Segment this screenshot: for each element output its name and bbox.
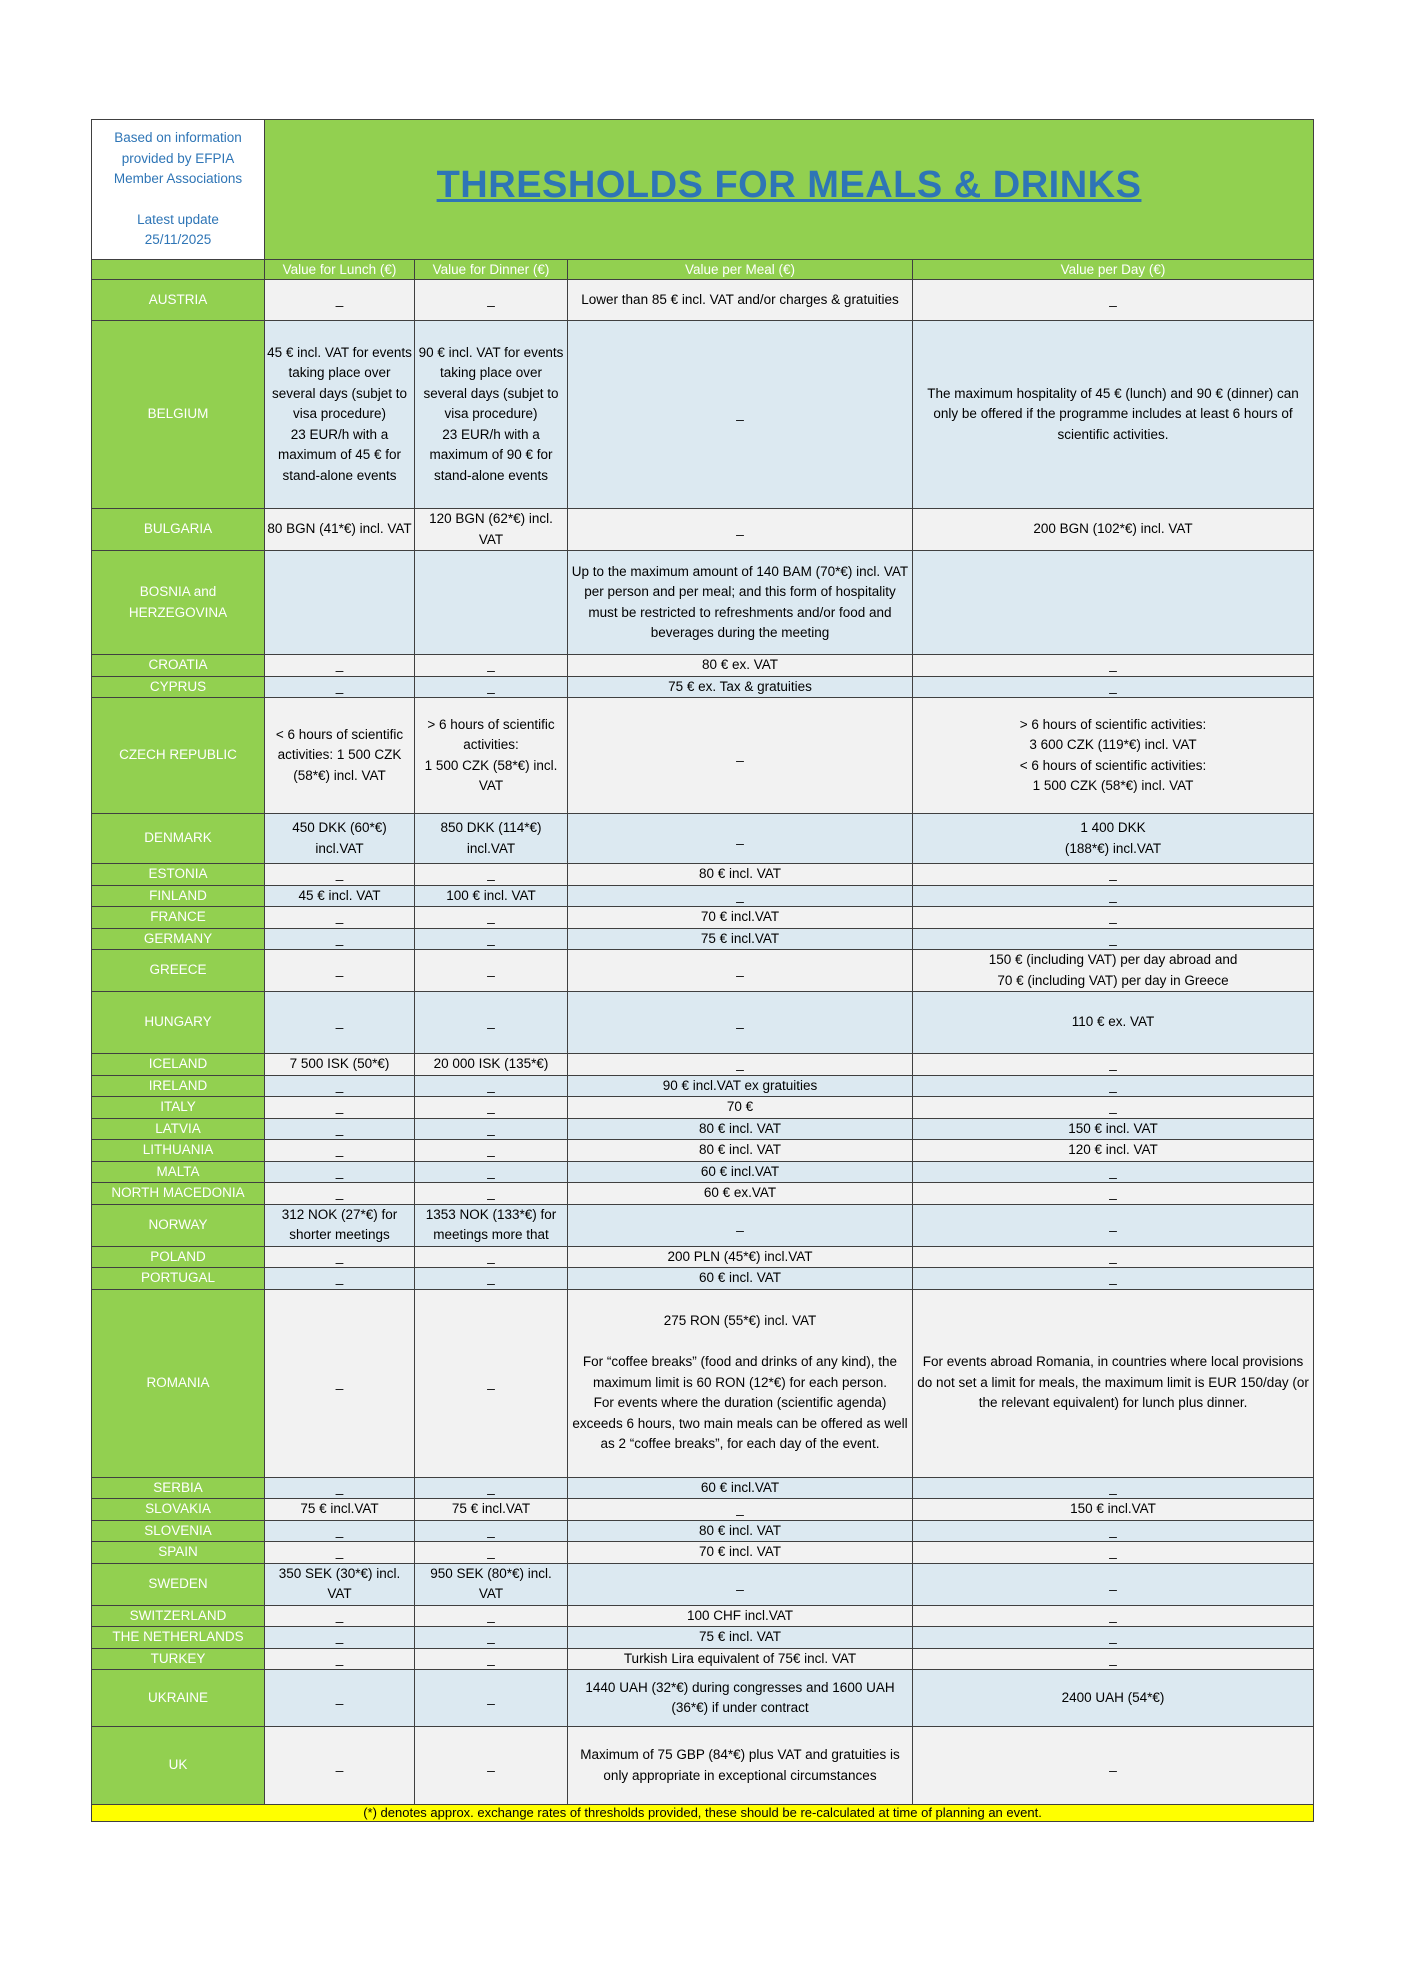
day-cell: The maximum hospitality of 45 € (lunch) and 90 € (dinner) can only be offered if the programme includes at least 6 hours of scientific activities. <box>913 321 1314 509</box>
day-cell: _ <box>913 1477 1314 1499</box>
day-cell: _ <box>913 655 1314 677</box>
day-cell: _ <box>913 885 1314 907</box>
dinner-cell: _ <box>415 1477 568 1499</box>
meal-cell: _ <box>568 950 913 992</box>
day-cell: _ <box>913 864 1314 886</box>
day-cell: _ <box>913 1268 1314 1290</box>
lunch-cell: _ <box>265 1477 415 1499</box>
day-cell: 150 € incl.VAT <box>913 1499 1314 1521</box>
country-cell: THE NETHERLANDS <box>92 1627 265 1649</box>
meal-cell: 80 € incl. VAT <box>568 864 913 886</box>
meal-cell: 80 € incl. VAT <box>568 1140 913 1162</box>
lunch-cell: _ <box>265 1605 415 1627</box>
country-cell: SPAIN <box>92 1542 265 1564</box>
lunch-cell: 450 DKK (60*€) incl.VAT <box>265 814 415 864</box>
day-cell <box>913 551 1314 655</box>
info-cell <box>92 120 265 260</box>
table-row <box>92 1140 1314 1162</box>
table-row <box>92 1520 1314 1542</box>
dinner-cell: _ <box>415 1183 568 1205</box>
table-row <box>92 655 1314 677</box>
lunch-cell: _ <box>265 864 415 886</box>
meal-cell: 60 € incl.VAT <box>568 1477 913 1499</box>
meal-cell: _ <box>568 814 913 864</box>
lunch-cell: _ <box>265 1075 415 1097</box>
table-row <box>92 950 1314 992</box>
country-cell: SWEDEN <box>92 1563 265 1605</box>
table-row <box>92 907 1314 929</box>
info-line: provided by EFPIA <box>121 150 235 166</box>
dinner-cell: _ <box>415 1648 568 1670</box>
country-cell: CYPRUS <box>92 676 265 698</box>
country-cell: NORWAY <box>92 1204 265 1246</box>
country-cell: LATVIA <box>92 1118 265 1140</box>
table-row <box>92 1627 1314 1649</box>
footer-row <box>92 1805 1314 1822</box>
day-cell: For events abroad Romania, in countries where local provisions do not set a limit for meals, the maximum limit is EUR 150/day (or the relevant equivalent) for lunch plus dinner. <box>913 1289 1314 1477</box>
dinner-cell: _ <box>415 1727 568 1805</box>
table-row <box>92 280 1314 321</box>
meal-cell: Maximum of 75 GBP (84*€) plus VAT and gratuities is only appropriate in exceptional circumstances <box>568 1727 913 1805</box>
page-title: THRESHOLDS FOR MEALS & DRINKS <box>436 164 1142 207</box>
day-cell: _ <box>913 907 1314 929</box>
table-row <box>92 1246 1314 1268</box>
lunch-cell: _ <box>265 1118 415 1140</box>
meal-cell: 90 € incl.VAT ex gratuities <box>568 1075 913 1097</box>
dinner-cell: _ <box>415 1075 568 1097</box>
table-row <box>92 1563 1314 1605</box>
day-cell: _ <box>913 1648 1314 1670</box>
exchange-rate-note: (*) denotes approx. exchange rates of thresholds provided, these should be re-calculated at time of planning an event. <box>92 1805 1314 1822</box>
table-row <box>92 321 1314 509</box>
country-cell: NORTH MACEDONIA <box>92 1183 265 1205</box>
day-cell: _ <box>913 1246 1314 1268</box>
table-row <box>92 1118 1314 1140</box>
title-row <box>92 120 1314 260</box>
meal-cell: 200 PLN (45*€) incl.VAT <box>568 1246 913 1268</box>
lunch-cell: 350 SEK (30*€) incl. VAT <box>265 1563 415 1605</box>
day-cell: _ <box>913 1161 1314 1183</box>
day-cell: _ <box>913 1627 1314 1649</box>
day-cell: > 6 hours of scientific activities: 3 600 CZK (119*€) incl. VAT < 6 hours of scientific activities: 1 500 CZK (58*€) incl. VAT <box>913 698 1314 814</box>
lunch-cell: < 6 hours of scientific activities: 1 500 CZK (58*€) incl. VAT <box>265 698 415 814</box>
day-cell: _ <box>913 1097 1314 1119</box>
latest-update-date: 25/11/2025 <box>144 232 212 248</box>
thresholds-table <box>91 119 1314 1822</box>
header-day: Value per Day (€) <box>913 260 1314 280</box>
table-row <box>92 676 1314 698</box>
table-row <box>92 1648 1314 1670</box>
country-cell: LITHUANIA <box>92 1140 265 1162</box>
table-row <box>92 992 1314 1054</box>
dinner-cell: _ <box>415 1670 568 1727</box>
dinner-cell: 120 BGN (62*€) incl. VAT <box>415 509 568 551</box>
dinner-cell: 90 € incl. VAT for events taking place over several days (subjet to visa procedure) 23 EUR/h with a maximum of 90 € for stand-alone events <box>415 321 568 509</box>
meal-cell: _ <box>568 1563 913 1605</box>
lunch-cell: _ <box>265 1670 415 1727</box>
table-row <box>92 1670 1314 1727</box>
country-cell: PORTUGAL <box>92 1268 265 1290</box>
country-cell: TURKEY <box>92 1648 265 1670</box>
table-row <box>92 1161 1314 1183</box>
day-cell: 1 400 DKK (188*€) incl.VAT <box>913 814 1314 864</box>
day-cell: 150 € incl. VAT <box>913 1118 1314 1140</box>
country-cell: BULGARIA <box>92 509 265 551</box>
lunch-cell: _ <box>265 1627 415 1649</box>
lunch-cell: _ <box>265 907 415 929</box>
dinner-cell <box>415 551 568 655</box>
lunch-cell: _ <box>265 950 415 992</box>
lunch-cell: _ <box>265 992 415 1054</box>
lunch-cell: 80 BGN (41*€) incl. VAT <box>265 509 415 551</box>
lunch-cell: _ <box>265 1727 415 1805</box>
day-cell: _ <box>913 1204 1314 1246</box>
country-cell: FRANCE <box>92 907 265 929</box>
lunch-cell: _ <box>265 1648 415 1670</box>
dinner-cell: _ <box>415 1118 568 1140</box>
table-row <box>92 864 1314 886</box>
day-cell: 120 € incl. VAT <box>913 1140 1314 1162</box>
dinner-cell: _ <box>415 907 568 929</box>
dinner-cell: 100 € incl. VAT <box>415 885 568 907</box>
lunch-cell: _ <box>265 1289 415 1477</box>
lunch-cell: _ <box>265 1097 415 1119</box>
country-cell: SLOVENIA <box>92 1520 265 1542</box>
meal-cell: _ <box>568 992 913 1054</box>
lunch-cell: _ <box>265 1140 415 1162</box>
country-cell: ITALY <box>92 1097 265 1119</box>
country-cell: ROMANIA <box>92 1289 265 1477</box>
country-cell: MALTA <box>92 1161 265 1183</box>
meal-cell: 1440 UAH (32*€) during congresses and 1600 UAH (36*€) if under contract <box>568 1670 913 1727</box>
country-cell: BELGIUM <box>92 321 265 509</box>
day-cell: _ <box>913 928 1314 950</box>
table-row <box>92 928 1314 950</box>
table-row <box>92 885 1314 907</box>
lunch-cell: _ <box>265 928 415 950</box>
meal-cell: 60 € incl.VAT <box>568 1161 913 1183</box>
meal-cell: 70 € incl.VAT <box>568 907 913 929</box>
lunch-cell: 312 NOK (27*€) for shorter meetings <box>265 1204 415 1246</box>
day-cell: _ <box>913 280 1314 321</box>
meal-cell: _ <box>568 698 913 814</box>
table-row <box>92 1097 1314 1119</box>
meal-cell: 75 € incl. VAT <box>568 1627 913 1649</box>
dinner-cell: 850 DKK (114*€) incl.VAT <box>415 814 568 864</box>
table-row <box>92 1075 1314 1097</box>
table-row <box>92 1054 1314 1076</box>
dinner-cell: _ <box>415 676 568 698</box>
country-cell: POLAND <box>92 1246 265 1268</box>
dinner-cell: _ <box>415 950 568 992</box>
country-cell: CZECH REPUBLIC <box>92 698 265 814</box>
meal-cell: Up to the maximum amount of 140 BAM (70*€) incl. VAT per person and per meal; and this form of hospitality must be restricted to refreshments and/or food and beverages during the meeting <box>568 551 913 655</box>
table-row <box>92 1183 1314 1205</box>
meal-cell: 80 € incl. VAT <box>568 1520 913 1542</box>
meal-cell: 75 € ex. Tax & gratuities <box>568 676 913 698</box>
table-row <box>92 814 1314 864</box>
country-cell: BOSNIA and HERZEGOVINA <box>92 551 265 655</box>
header-lunch: Value for Lunch (€) <box>265 260 415 280</box>
dinner-cell: > 6 hours of scientific activities: 1 500 CZK (58*€) incl. VAT <box>415 698 568 814</box>
lunch-cell: _ <box>265 1183 415 1205</box>
info-line: Based on information <box>114 130 242 146</box>
meal-cell: 60 € ex.VAT <box>568 1183 913 1205</box>
day-cell: 2400 UAH (54*€) <box>913 1670 1314 1727</box>
dinner-cell: _ <box>415 1289 568 1477</box>
info-line: Member Associations <box>113 171 243 187</box>
table-row <box>92 551 1314 655</box>
meal-cell: 70 € incl. VAT <box>568 1542 913 1564</box>
thresholds-sheet <box>91 119 1313 1822</box>
meal-cell: 80 € incl. VAT <box>568 1118 913 1140</box>
country-cell: ESTONIA <box>92 864 265 886</box>
meal-cell: _ <box>568 1054 913 1076</box>
meal-cell: _ <box>568 1499 913 1521</box>
lunch-cell: _ <box>265 1520 415 1542</box>
day-cell: _ <box>913 1727 1314 1805</box>
day-cell: _ <box>913 1542 1314 1564</box>
country-cell: CROATIA <box>92 655 265 677</box>
table-row <box>92 1268 1314 1290</box>
day-cell: _ <box>913 1563 1314 1605</box>
dinner-cell: _ <box>415 928 568 950</box>
day-cell: _ <box>913 1054 1314 1076</box>
lunch-cell: _ <box>265 1161 415 1183</box>
header-row <box>92 260 1314 280</box>
day-cell: 150 € (including VAT) per day abroad and 70 € (including VAT) per day in Greece <box>913 950 1314 992</box>
day-cell: _ <box>913 1605 1314 1627</box>
day-cell: 110 € ex. VAT <box>913 992 1314 1054</box>
table-row <box>92 1477 1314 1499</box>
lunch-cell: _ <box>265 676 415 698</box>
dinner-cell: 75 € incl.VAT <box>415 1499 568 1521</box>
meal-cell: 70 € <box>568 1097 913 1119</box>
dinner-cell: _ <box>415 1097 568 1119</box>
table-row <box>92 1499 1314 1521</box>
lunch-cell: 7 500 ISK (50*€) <box>265 1054 415 1076</box>
title-cell <box>265 120 1314 260</box>
meal-cell: _ <box>568 885 913 907</box>
lunch-cell: 45 € incl. VAT <box>265 885 415 907</box>
dinner-cell: _ <box>415 1520 568 1542</box>
dinner-cell: _ <box>415 1542 568 1564</box>
dinner-cell: _ <box>415 1605 568 1627</box>
country-cell: SLOVAKIA <box>92 1499 265 1521</box>
table-row <box>92 1727 1314 1805</box>
dinner-cell: _ <box>415 1161 568 1183</box>
lunch-cell: _ <box>265 1268 415 1290</box>
meal-cell: 275 RON (55*€) incl. VAT For “coffee breaks” (food and drinks of any kind), the maximum limit is 60 RON (12*€) for each person. For events where the duration (scientific agenda) exceeds 6 hours, two main meals can be offered as well as 2 “coffee breaks”, for each day of the event. <box>568 1289 913 1477</box>
day-cell: _ <box>913 1183 1314 1205</box>
country-cell: UK <box>92 1727 265 1805</box>
day-cell: _ <box>913 1075 1314 1097</box>
country-cell: GREECE <box>92 950 265 992</box>
lunch-cell: _ <box>265 655 415 677</box>
dinner-cell: _ <box>415 1140 568 1162</box>
dinner-cell: _ <box>415 1246 568 1268</box>
country-cell: UKRAINE <box>92 1670 265 1727</box>
country-cell: FINLAND <box>92 885 265 907</box>
dinner-cell: _ <box>415 992 568 1054</box>
dinner-cell: 1353 NOK (133*€) for meetings more that <box>415 1204 568 1246</box>
table-row <box>92 1605 1314 1627</box>
lunch-cell: _ <box>265 1542 415 1564</box>
dinner-cell: _ <box>415 280 568 321</box>
table-row <box>92 509 1314 551</box>
meal-cell: Lower than 85 € incl. VAT and/or charges & gratuities <box>568 280 913 321</box>
meal-cell: 60 € incl. VAT <box>568 1268 913 1290</box>
lunch-cell <box>265 551 415 655</box>
country-cell: SERBIA <box>92 1477 265 1499</box>
day-cell: _ <box>913 1520 1314 1542</box>
country-cell: ICELAND <box>92 1054 265 1076</box>
lunch-cell: _ <box>265 1246 415 1268</box>
meal-cell: Turkish Lira equivalent of 75€ incl. VAT <box>568 1648 913 1670</box>
country-cell: GERMANY <box>92 928 265 950</box>
meal-cell: _ <box>568 1204 913 1246</box>
day-cell: _ <box>913 676 1314 698</box>
country-cell: IRELAND <box>92 1075 265 1097</box>
dinner-cell: 20 000 ISK (135*€) <box>415 1054 568 1076</box>
country-cell: AUSTRIA <box>92 280 265 321</box>
dinner-cell: _ <box>415 864 568 886</box>
meal-cell: 80 € ex. VAT <box>568 655 913 677</box>
lunch-cell: 75 € incl.VAT <box>265 1499 415 1521</box>
meal-cell: 75 € incl.VAT <box>568 928 913 950</box>
lunch-cell: _ <box>265 280 415 321</box>
latest-update-label: Latest update <box>137 211 219 227</box>
table-row <box>92 1204 1314 1246</box>
dinner-cell: _ <box>415 655 568 677</box>
table-row <box>92 698 1314 814</box>
meal-cell: _ <box>568 321 913 509</box>
header-dinner: Value for Dinner (€) <box>415 260 568 280</box>
lunch-cell: 45 € incl. VAT for events taking place over several days (subjet to visa procedure) 23 EUR/h with a maximum of 45 € for stand-alone events <box>265 321 415 509</box>
dinner-cell: 950 SEK (80*€) incl. VAT <box>415 1563 568 1605</box>
dinner-cell: _ <box>415 1627 568 1649</box>
country-cell: HUNGARY <box>92 992 265 1054</box>
meal-cell: 100 CHF incl.VAT <box>568 1605 913 1627</box>
header-corner <box>92 260 265 280</box>
day-cell: 200 BGN (102*€) incl. VAT <box>913 509 1314 551</box>
country-cell: DENMARK <box>92 814 265 864</box>
header-meal: Value per Meal (€) <box>568 260 913 280</box>
table-row <box>92 1542 1314 1564</box>
table-row <box>92 1289 1314 1477</box>
meal-cell: _ <box>568 509 913 551</box>
country-cell: SWITZERLAND <box>92 1605 265 1627</box>
dinner-cell: _ <box>415 1268 568 1290</box>
